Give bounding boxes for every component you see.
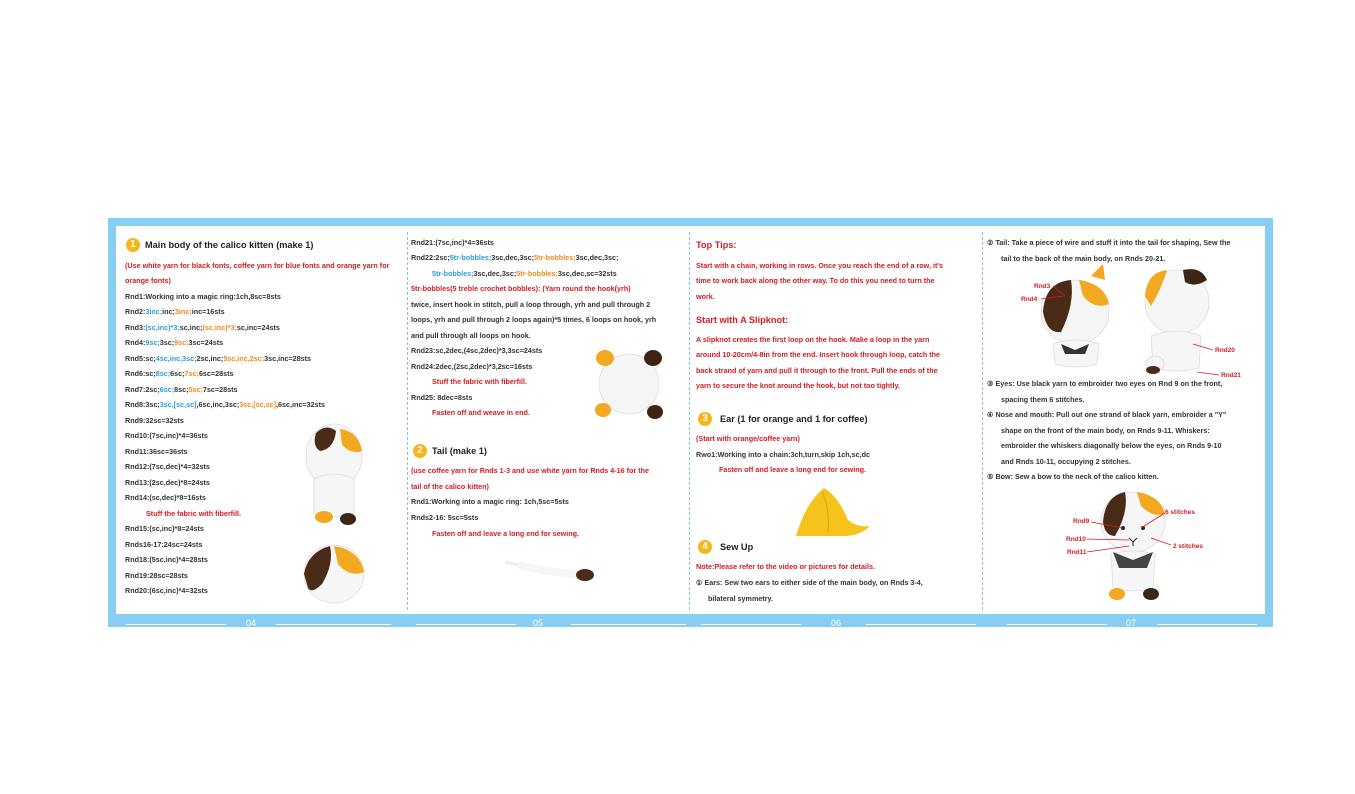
- callout-rnd4: Rnd4: [1021, 296, 1038, 303]
- sew-up-title: Sew Up: [720, 542, 754, 552]
- rnd13: Rnd13:(2sc,dec)*8=24sts: [125, 478, 210, 487]
- fasten-note: Fasten off and weave in end.: [432, 408, 530, 417]
- page-footer-06: [696, 618, 981, 630]
- nose-step-2: shape on the front of the main body, on Rnds 9-11. Whiskers:: [1001, 426, 1210, 435]
- ears-step-cont: bilateral symmetry.: [708, 594, 773, 603]
- rnd24: Rnd24:2dec,(2sc,2dec)*3,2sc=16sts: [411, 362, 533, 371]
- color-note: (Use white yarn for black fonts, coffee yarn for blue fonts and orange yarn for: [125, 261, 390, 270]
- callout-rnd20: Rnd20: [1215, 347, 1235, 354]
- page-footer-07: [987, 618, 1265, 630]
- bobble-def-3: loops, yrh and pull through 2 loops again)*5 times, 6 loops on hook, yrh: [411, 315, 657, 324]
- tail-title: Tail (make 1): [432, 446, 487, 456]
- rnd18: Rnd18:(5sc,inc)*4=28sts: [125, 555, 208, 564]
- callout-arrows-bottom: [987, 226, 1265, 614]
- step-badge-2: 2: [413, 444, 427, 458]
- rnd8: Rnd8:3sc;3sc,[sc,sc],6sc,inc,3sc;3sc,[sc,sc],6sc,inc=32sts: [125, 400, 325, 409]
- tips-text: Start with a chain, working in rows. Once you reach the end of a row, it's: [696, 261, 944, 270]
- main-body-title: Main body of the calico kitten (make 1): [145, 240, 314, 250]
- rnd16-17: Rnds16-17:24sc=24sts: [125, 540, 203, 549]
- ear-title: Ear (1 for orange and 1 for coffee): [720, 414, 868, 424]
- rnd7: Rnd7:2sc;6sc;8sc;5sc;7sc=28sts: [125, 385, 238, 394]
- callout-rnd11: Rnd11: [1067, 549, 1087, 556]
- tail-note-cont: tail of the calico kitten): [411, 482, 489, 491]
- rnd14: Rnd14:(sc,dec)*8=16sts: [125, 493, 206, 502]
- nose-step-4: and Rnds 10-11, occupying 2 stitches.: [1001, 457, 1131, 466]
- rnd9: Rnd9:32sc=32sts: [125, 416, 184, 425]
- fold-line: [407, 232, 408, 610]
- color-note-cont: orange fonts): [125, 276, 171, 285]
- bobble-def-2: twice, insert hook in stitch, pull a loop through, yrh and pull through 2: [411, 300, 651, 309]
- page-05: [411, 226, 696, 628]
- ear-fasten: Fasten off and leave a long end for sewing.: [719, 465, 866, 474]
- callout-2-stitches: 2 stitches: [1173, 543, 1203, 550]
- nose-step: ④ Nose and mouth: Pull out one strand of black yarn, embroider a "Y": [987, 410, 1227, 419]
- rnd22-cont: 5tr-bobbles;3sc,dec,3sc;5tr-bobbles;3sc,dec,sc=32sts: [432, 269, 617, 278]
- tail-step: ② Tail: Take a piece of wire and stuff it into the tail for shaping, Sew the: [987, 238, 1231, 247]
- instruction-sheet: [108, 218, 1273, 627]
- rnd23: Rnd23:sc,2dec,(4sc,2dec)*3,3sc=24sts: [411, 346, 543, 355]
- rnd11: Rnd11:36sc=36sts: [125, 447, 188, 456]
- bow-step: ⑤ Bow: Sew a bow to the neck of the calico kitten.: [987, 472, 1159, 481]
- tail-step-cont: tail to the back of the main body, on Rnds 20-21.: [1001, 254, 1166, 263]
- top-tips-title: Top Tips:: [696, 240, 737, 250]
- step-badge-4: 4: [698, 540, 712, 554]
- rnd10: Rnd10:(7sc,inc)*4=36sts: [125, 431, 208, 440]
- tail-image: [501, 556, 601, 586]
- page-footer-04: [116, 618, 401, 630]
- eyes-step-cont: spacing them 6 stitches.: [1001, 395, 1085, 404]
- page-07: [987, 226, 1265, 628]
- page-06: [696, 226, 981, 628]
- sheet-content: [116, 226, 1265, 628]
- tail-fasten: Fasten off and leave a long end for sewing.: [432, 529, 579, 538]
- callout-rnd3: Rnd3: [1034, 283, 1051, 290]
- kitten-body-image: [296, 421, 376, 536]
- rnd1: Rnd1:Working into a magic ring:1ch,8sc=8sts: [125, 292, 281, 301]
- rnd6: Rnd6:sc;8sc;6sc;7sc;6sc=28sts: [125, 369, 234, 378]
- tail-rnd1: Rnd1:Working into a magic ring: 1ch,5sc=5sts: [411, 497, 569, 506]
- step-badge-1: 1: [126, 238, 140, 252]
- kitten-head-image: [304, 544, 368, 606]
- page-footer-05: [411, 618, 696, 630]
- bobble-def-4: and pull through all loops on hook.: [411, 331, 531, 340]
- ear-note: (Start with orange/coffee yarn): [696, 434, 800, 443]
- slipknot-title: Start with A Slipknot:: [696, 315, 789, 325]
- rnd4: Rnd4:9sc;3sc;9sc;3sc=24sts: [125, 338, 224, 347]
- tips-text-2: time to work back along the other way. To do this you need to turn the: [696, 276, 935, 285]
- rnd21: Rnd21:(7sc,inc)*4=36sts: [411, 238, 494, 247]
- kitten-bottom-image: [595, 348, 665, 420]
- slipknot-text: A slipknot creates the first loop on the hook. Make a loop in the yarn: [696, 335, 930, 344]
- ear-row: Rwo1:Working into a chain:3ch,turn,skip 1ch,sc,dc: [696, 450, 870, 459]
- rnd3: Rnd3:(sc,inc)*3;sc,inc;(sc,inc)*3;sc,inc=24sts: [125, 323, 280, 332]
- rnd5: Rnd5:sc;4sc,inc,3sc;2sc,inc;5sc,inc,2sc;3sc,inc=28sts: [125, 354, 312, 363]
- sew-note: Note:Please refer to the video or pictures for details.: [696, 562, 875, 571]
- fold-line: [982, 232, 983, 610]
- tips-text-3: work.: [696, 292, 715, 301]
- page-number: 07: [1125, 618, 1136, 628]
- page-number: 06: [830, 618, 841, 628]
- stuff-note: Stuff the fabric with fiberfill.: [146, 509, 242, 518]
- tail-note: (use coffee yarn for Rnds 1-3 and use white yarn for Rnds 4-16 for the: [411, 466, 650, 475]
- page-number: 05: [532, 618, 543, 628]
- rnd20: Rnd20:(6sc,inc)*4=32sts: [125, 586, 208, 595]
- callout-rnd10: Rnd10: [1066, 536, 1086, 543]
- rnd15: Rnd15:(sc,inc)*8=24sts: [125, 524, 204, 533]
- slipknot-text-4: yarn to secure the knot around the hook, but not too tightly.: [696, 381, 900, 390]
- bobble-def: 5tr-bobbles(5 treble crochet bobbles): (Yarn round the hook(yrh): [411, 284, 631, 293]
- ear-image: [794, 482, 874, 538]
- slipknot-text-2: around 10-20cm/4-8in from the end. Insert hook through loop, catch the: [696, 350, 941, 359]
- rnd22: Rnd22:2sc;5tr-bobbles;3sc,dec,3sc;5tr-bobbles;3sc,dec,3sc;: [411, 253, 619, 262]
- callout-rnd21: Rnd21: [1221, 372, 1241, 379]
- callout-6-stitches: 6 stitches: [1165, 509, 1195, 516]
- rnd19: Rnd19:28sc=28sts: [125, 571, 188, 580]
- page-04: [116, 226, 401, 628]
- rnd25: Rnd25: 8dec=8sts: [411, 393, 473, 402]
- rnd12: Rnd12:(7sc,dec)*4=32sts: [125, 462, 210, 471]
- nose-step-3: embroider the whiskers diagonally below the eyes, on Rnds 9-10: [1001, 441, 1222, 450]
- slipknot-text-3: back strand of yarn and pull it through to the front. Pull the ends of the: [696, 366, 938, 375]
- callout-rnd9: Rnd9: [1073, 518, 1090, 525]
- ears-step: ① Ears: Sew two ears to either side of the main body, on Rnds 3-4,: [696, 578, 923, 587]
- eyes-step: ③ Eyes: Use black yarn to embroider two eyes on Rnd 9 on the front,: [987, 379, 1223, 388]
- page-number: 04: [245, 618, 256, 628]
- tail-rnd2-16: Rnds2-16: 5sc=5sts: [411, 513, 479, 522]
- stuff-note: Stuff the fabric with fiberfill.: [432, 377, 528, 386]
- step-badge-3: 3: [698, 412, 712, 426]
- rnd2: Rnd2:3inc;inc;3inc;inc=16sts: [125, 307, 225, 316]
- fold-line: [689, 232, 690, 610]
